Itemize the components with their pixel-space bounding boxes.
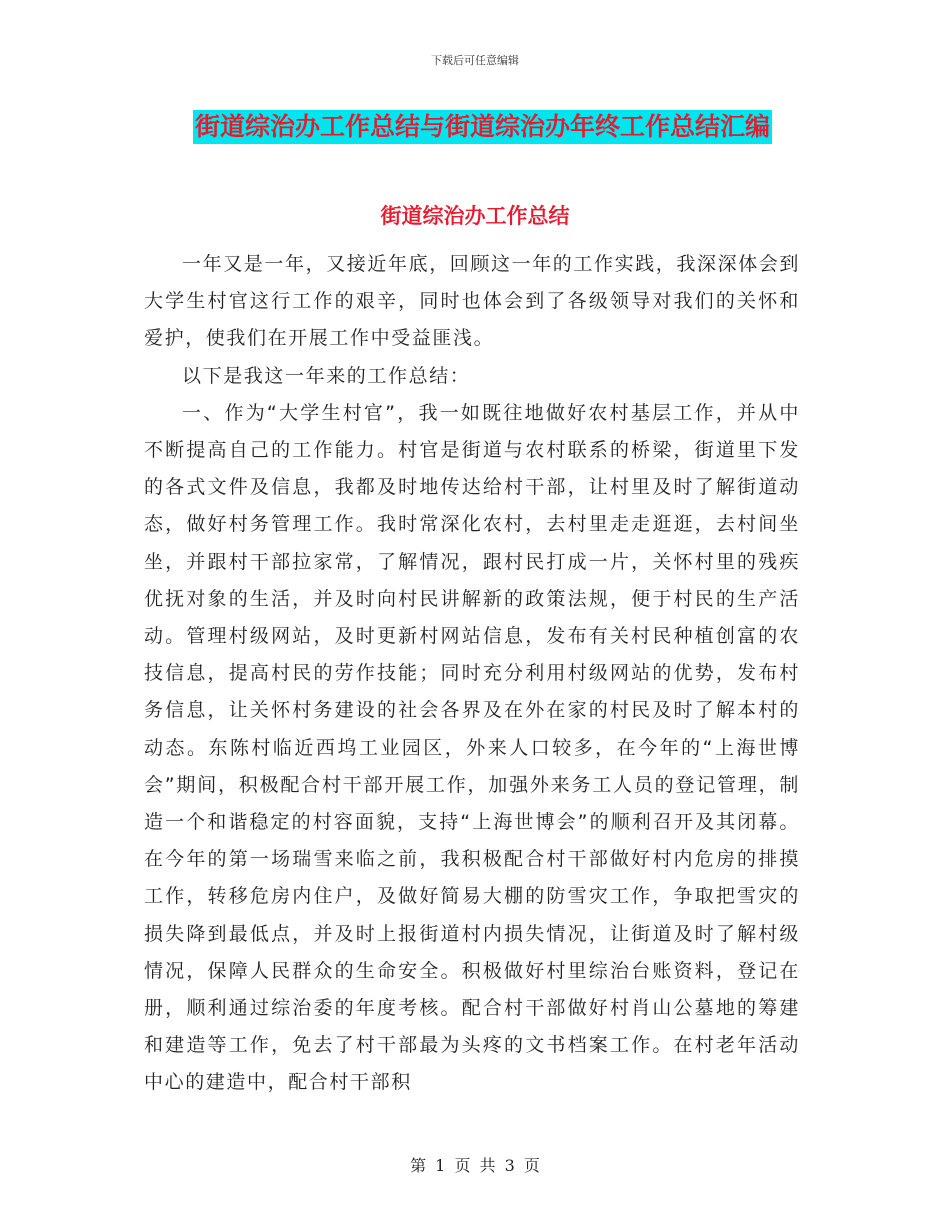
document-body	[144, 246, 800, 1102]
paragraph-section-one: 一、作为“大学生村官”，我一如既往地做好农村基层工作，并从中不断提高自己的工作能力。村官是街道与农村联系的桥梁，街道里下发的各式文件及信息，我都及时地传达给村干部，让村里及时了解街道动态，做好村务管理工作。我时常深化农村，去村里走走逛逛，去村间坐坐，并跟村干部拉家常，了解情况，跟村民打成一片，关怀村里的残疾优抚对象的生活，并及时向村民讲解新的政策法规，便于村民的生产活动。管理村级网站，及时更新村网站信息，发布有关村民种植创富的农技信息，提高村民的劳作技能；同时充分利用村级网站的优势，发布村务信息，让关怀村务建设的社会各界及在外在家的村民及时了解本村的动态。东陈村临近西坞工业园区，外来人口较多，在今年的“上海世博会”期间，积极配合村干部开展工作，加强外来务工人员的登记管理，制造一个和谐稳定的村容面貌，支持“上海世博会”的顺利召开及其闭幕。在今年的第一场瑞雪来临之前，我积极配合村干部做好村内危房的排摸工作，转移危房内住户，及做好简易大棚的防雪灾工作，争取把雪灾的损失降到最低点，并及时上报街道村内损失情况，让街道及时了解村级情况，保障人民群众的生命安全。积极做好村里综治台账资料，登记在册，顺利通过综治委的年度考核。配合村干部做好村肖山公墓地的筹建和建造等工作，免去了村干部最为头疼的文书档案工作。在村老年活动中心的建造中，配合村干部积	[144, 401, 800, 1094]
paragraph-intro: 一年又是一年，又接近年底，回顾这一年的工作实践，我深深体会到大学生村官这行工作的艰辛，同时也体会到了各级领导对我们的关怀和爱护，使我们在开展工作中受益匪浅。	[144, 253, 801, 350]
header-note: 下载后可任意编辑	[431, 54, 519, 67]
section-title: 街道综治办工作总结	[380, 204, 570, 228]
page-number: 第 1 页 共 3 页	[410, 1156, 540, 1175]
paragraph-lead-in: 以下是我这一年来的工作总结：	[182, 364, 471, 387]
document-title: 街道综治办工作总结与街道综治办年终工作总结汇编	[193, 110, 772, 144]
